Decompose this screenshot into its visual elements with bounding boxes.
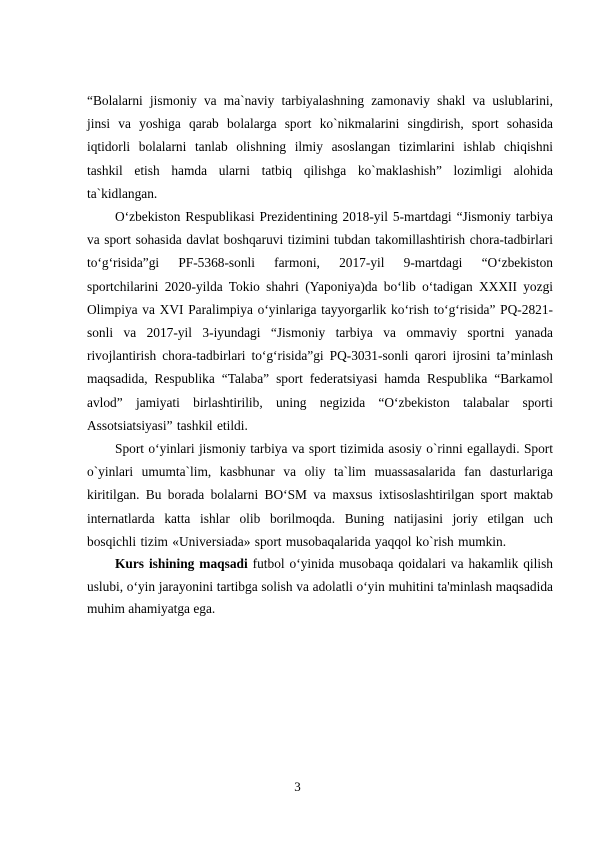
page-number: 3	[294, 779, 301, 794]
paragraph-1: “Bolalarni jismoniy va ma`naviy tarbiyalashning zamonaviy shakl va uslublarini, jinsi va yoshiga qarab bolalarga sport ko`nikmalarini singdirish, sport sohasida iqtidorli bolalarni tanlab olishning ilmiy asoslangan tizimlarini ishlab chiqishni tashkil etish hamda ularni tatbiq qilishga ko`maklashish” lozimligi alohida ta`kidlangan.	[87, 93, 553, 201]
paragraph-4-body: futbol o‘yinida musobaqa qoidalari va hakamlik qilish uslubi, o‘yin jarayonini tartibga solish va adolatli o‘yin muhitini ta'minlash maqsadida muhim ahamiyatga ega.	[87, 556, 553, 617]
document-page	[87, 89, 553, 621]
paragraph-3: Sport o‘yinlari jismoniy tarbiya va sport tizimida asosiy o`rinni egallaydi. Sport o`yinlari umumta`lim, kasbhunar va oliy ta`lim muassasalarida fan dasturlariga kiritilgan. Bu borada bolalarni BO‘SM va maxsus ixtisoslashtirilgan sport maktab internatlarda katta ishlar olib borilmoqda. Buning natijasini joriy etilgan uch bosqichli tizim «Universiada» sport musobaqalarida yaqqol ko`rish mumkin.	[87, 441, 553, 549]
paragraph-4	[87, 553, 553, 621]
paragraph-2: O‘zbekiston Respublikasi Prezidentining 2018-yil 5-martdagi “Jismoniy tarbiya va sport sohasida davlat boshqaruvi tizimini tubdan takomillashtirish chora-tadbirlari to‘g‘risida”gi PF-5368-sonli farmoni, 2017-yil 9-martdagi “O‘zbekiston sportchilarini 2020-yilda Tokio shahri (Yaponiya)da bo‘lib o‘tadigan XXXII yozgi Olimpiya va XVI Paralimpiya o‘yinlariga tayyorgarlik ko‘rish to‘g‘risida” PQ-2821-sonli va 2017-yil 3-iyundagi “Jismoniy tarbiya va ommaviy sportni yanada rivojlantirish chora-tadbirlari to‘g‘risida”gi PQ-3031-sonli qarori ijrosini ta’minlash maqsadida, Respublika “Talaba” sport federatsiyasi hamda Respublika “Barkamol avlod” jamiyati birlashtirilib, uning negizida “O‘zbekiston talabalar sporti Assotsiatsiyasi” tashkil etildi.	[87, 209, 553, 433]
paragraph-4-bold-lead: Kurs ishining maqsadi	[115, 556, 248, 572]
